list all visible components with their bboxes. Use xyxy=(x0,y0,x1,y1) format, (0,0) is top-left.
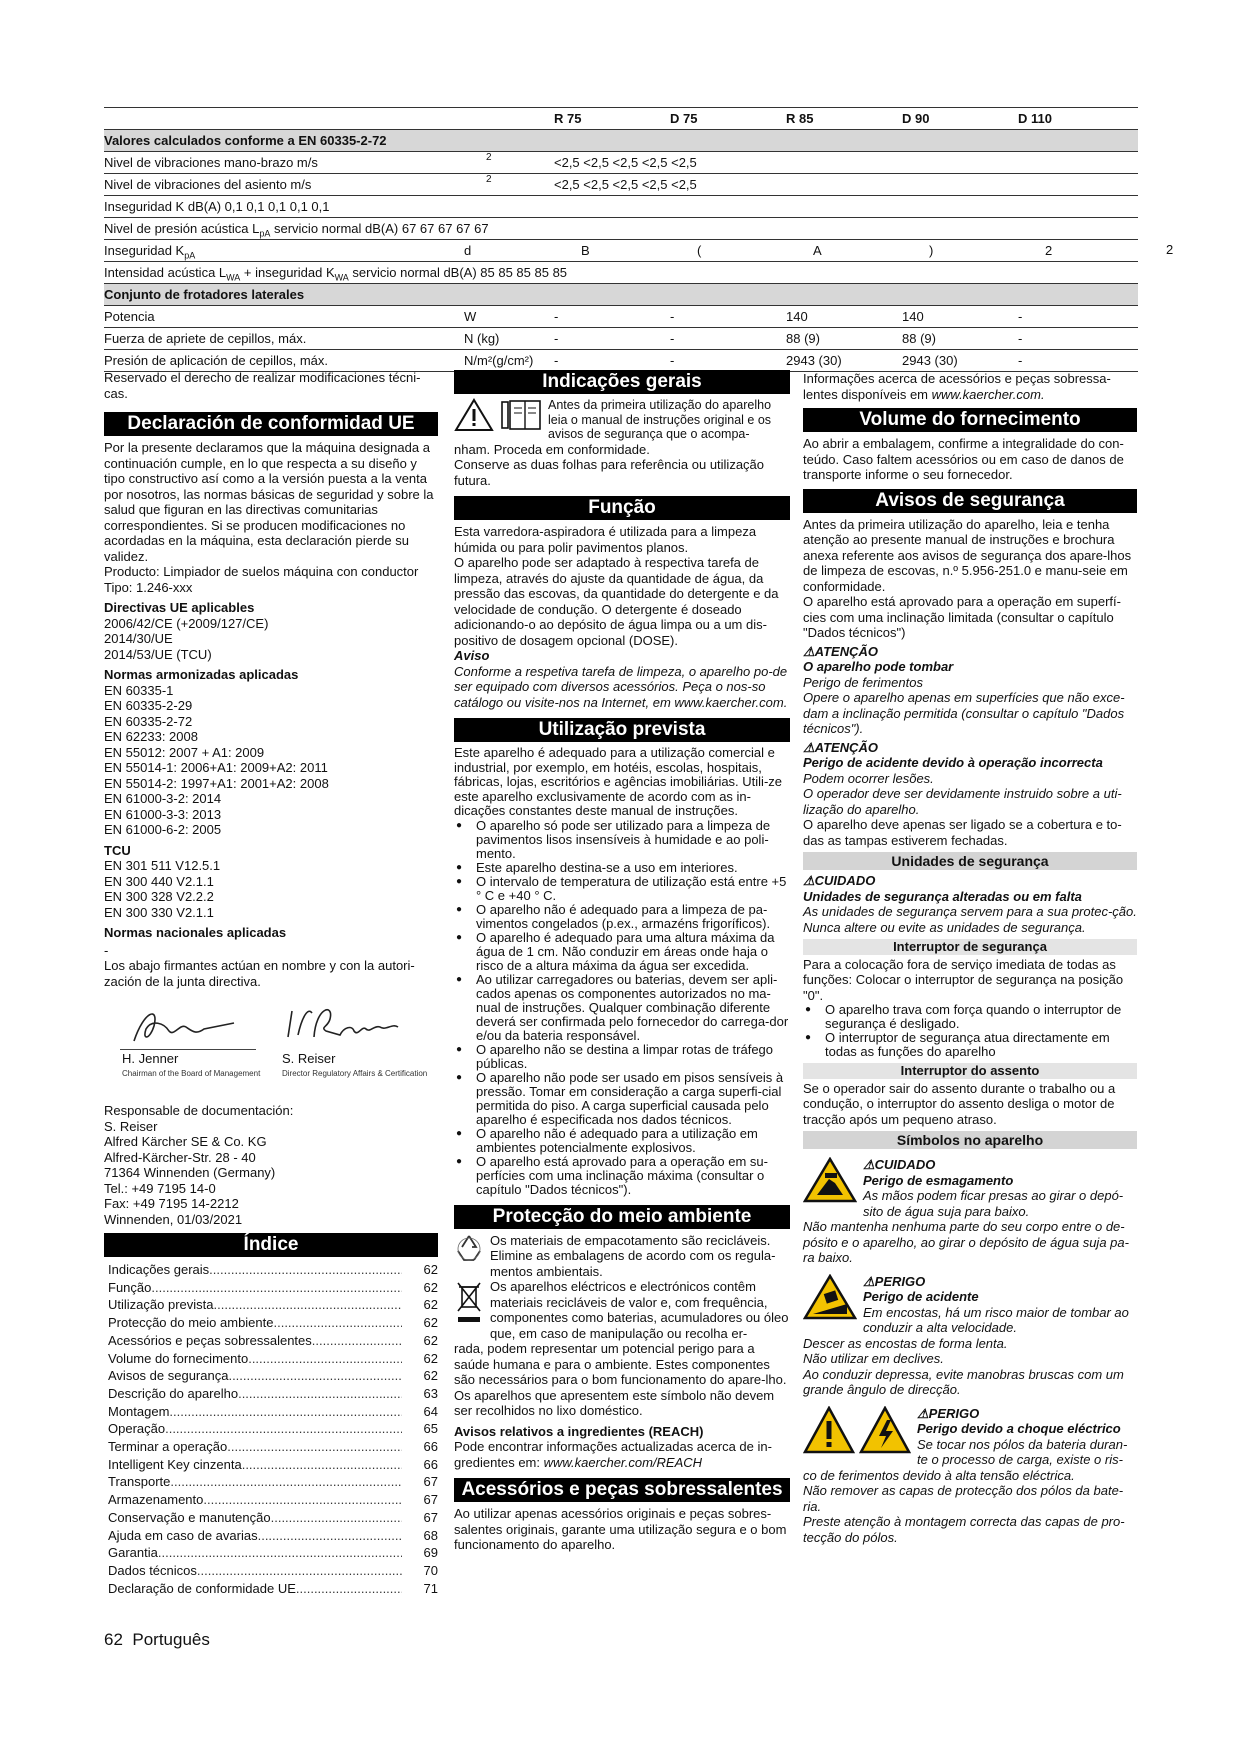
toc-entry[interactable]: Descrição do aparelho ..... 63 xyxy=(108,1385,438,1403)
decl-title: Declaración de conformidad UE xyxy=(104,412,438,436)
toc-entry[interactable]: Indicações gerais ..... 62 xyxy=(108,1261,438,1279)
toc-entry[interactable]: Ajuda em caso de avarias ..... 68 xyxy=(108,1527,438,1545)
signers-text: Los abajo firmantes actúan en nombre y con la autori-zación de la junta directiva. xyxy=(104,958,415,989)
info-text: Informações acerca de acessórios e peças sobressa-lentes disponíveis em www.kaercher.com. xyxy=(803,371,1111,402)
info-link[interactable]: www.kaercher.com. xyxy=(931,386,1045,402)
tipping-hazard-icon xyxy=(803,1274,857,1320)
list-item: ● O intervalo de temperatura de utilização está entre +5 ° C e +40 ° C. xyxy=(454,875,790,903)
list-item: ● O aparelho está aprovado para a operação em su-perfícies com uma inclinação máxima (consultar o capítulo "Dados técnicos"). xyxy=(454,1155,790,1197)
s3-text2: co de ferimentos devido à alta tensão eléctrica. xyxy=(803,1467,1075,1483)
util-list xyxy=(454,819,790,1197)
toc-entry[interactable]: Protecção do meio ambiente ..... 62 xyxy=(108,1314,438,1332)
s2-text4: Ao conduzir depressa, evite manobras bruscas com um grande ângulo de direcção. xyxy=(803,1366,1124,1397)
crush-hazard-icon xyxy=(803,1157,857,1203)
list-item: ● O aparelho não pode ser usado em pisos sensíveis à pressão. Tomar em consideração a carga superfi-cial permitida do piso. A carga superficial causada pelo aparelho é especificada nos dados técnicos. xyxy=(454,1071,790,1127)
footer-language: Português xyxy=(132,1630,210,1649)
toc-entry[interactable]: Acessórios e peças sobressalentes ..... 62 xyxy=(108,1332,438,1350)
toc-entry[interactable]: Transporte ..... 67 xyxy=(108,1473,438,1491)
column-middle xyxy=(454,370,790,1553)
col-r75: R 75 xyxy=(554,111,582,126)
doc-line: Fax: +49 7195 14-2212 xyxy=(104,1196,239,1211)
norm-item: EN 55012: 2007 + A1: 2009 xyxy=(104,744,265,760)
spec-row: Inseguridad K dB(A) 0,1 0,1 0,1 0,1 0,1 xyxy=(104,196,1138,218)
toc-entry[interactable]: Dados técnicos ..... 70 xyxy=(108,1562,438,1580)
s2-text2: Descer as encostas de forma lenta. xyxy=(803,1335,1008,1351)
env-text3: rada, podem representar um potencial perigo para a saúde humana e para o ambiente. Estes componentes são necessários para o bom funcionamento do apare-lho. Os aparelhos que apresentem este símbolo não devem ser recolhidos no lixo doméstico. xyxy=(454,1341,787,1418)
gen-text1: Antes da primeira utilização do aparelho leia o manual de instruções original e os avisos de segurança que o acompa- xyxy=(548,398,772,441)
spec-row: Presión de aplicación de cepillos, máx. N/m²(g/cm²) - - 2943 (30) 2943 (30) - xyxy=(104,350,1138,372)
reach-text: Pode encontrar informações actualizadas acerca de in-gredientes em: www.kaercher.com/REACH xyxy=(454,1439,772,1470)
tcu-item: EN 301 511 V12.5.1 xyxy=(104,858,221,873)
toc-entry[interactable]: Garantia ..... 69 xyxy=(108,1544,438,1562)
env-title: Protecção do meio ambiente xyxy=(454,1205,790,1229)
list-item: ● O aparelho não é adequado para a limpeza de pa-vimentos congelados (p.ex., armazéns frigoríficos). xyxy=(454,903,790,931)
doc-line: 71364 Winnenden (Germany) xyxy=(104,1165,276,1180)
att2-text2: O aparelho deve apenas ser ligado se a cobertura e to-das as tampas estiverem fechadas. xyxy=(803,817,1122,848)
directives-title: Directivas UE aplicables xyxy=(104,600,255,615)
signature-reiser xyxy=(282,997,422,1045)
toc-entry[interactable]: Função ..... 62 xyxy=(108,1279,438,1297)
sec-title: Avisos de segurança xyxy=(803,489,1137,513)
vol-text: Ao abrir a embalagem, confirme a integralidade do con-teúdo. Caso faltem acessórios ou em caso de danos de transporte informe o seu fornecedor. xyxy=(803,436,1124,482)
func-text2: O aparelho pode ser adaptado à respectiva tarefa de limpeza, através do ajuste da quantidade de água, da pressão das escovas, da quantidade do detergente e da velocidade de condução. O detergente é doseado adicionando-o ao depósito de água limpa ou a um dis-positivo de dosagem opcional (DOSE). xyxy=(454,555,779,648)
switch-list xyxy=(803,1003,1137,1059)
s1-text2: Não mantenha nenhuma parte do seu corpo entre o de-pósito e o aparelho, ao girar o depósito de água suja pa-ra baixo. xyxy=(803,1219,1129,1265)
list-item: ● O aparelho não se destina a limpar rotas de tráfego públicas. xyxy=(454,1043,790,1071)
spec-row: Inseguridad $K_{pA}$ d B ( A ) 2 xyxy=(104,240,1138,262)
vol-title: Volume do fornecimento xyxy=(803,408,1137,432)
gen-title: Indicações gerais xyxy=(454,370,790,394)
page-number: 62 xyxy=(104,1630,123,1649)
stray-digit: 2 xyxy=(1166,242,1174,257)
gen-block xyxy=(454,398,790,442)
gen-text3: Conserve as duas folhas para referência ou utilização futura. xyxy=(454,457,765,488)
sig2-role: Director Regulatory Affairs & Certification xyxy=(282,1069,428,1078)
reach-link[interactable]: www.kaercher.com/REACH xyxy=(543,1454,703,1470)
norm-item: EN 60335-1 xyxy=(104,682,174,698)
att2-sub: Podem ocorrer lesões. xyxy=(803,770,934,786)
list-item: ● O interruptor de segurança atua directamente em todas as funções do aparelho xyxy=(803,1031,1137,1059)
func-title: Função xyxy=(454,496,790,520)
switch-title: Interruptor de segurança xyxy=(803,939,1137,955)
s3-text4: Preste atenção à montagem correcta das capas de pro-tecção do pólos. xyxy=(803,1514,1125,1545)
doc-line: Responsable de documentación: xyxy=(104,1103,294,1118)
directive-item: 2014/30/UE xyxy=(104,631,173,646)
column-left xyxy=(104,370,438,1597)
spec-row: Nivel de vibraciones del asiento m/s 2 <2,5 <2,5 <2,5 <2,5 <2,5 xyxy=(104,174,1138,196)
spec-row: Fuerza de apriete de cepillos, máx. N (kg) - - 88 (9) 88 (9) - xyxy=(104,328,1138,350)
sec-text: Antes da primeira utilização do aparelho, leia e tenha atenção ao presente manual de instruções e brochura anexa referente aos avisos de segurança dos apare-lhos de limpeza de escovas, n.º 5.956-251.0 e manu-seie em conformidade. xyxy=(803,516,1132,594)
norm-item: EN 60335-2-29 xyxy=(104,698,193,713)
reach-title: Avisos relativos a ingredientes (REACH) xyxy=(454,1423,704,1439)
warning-triangle-icon xyxy=(454,398,494,432)
list-item: ● Este aparelho destina-se a uso em interiores. xyxy=(454,861,790,875)
doc-line: Winnenden, 01/03/2021 xyxy=(104,1211,243,1227)
list-item: ● O aparelho não é adequado para a utilização em ambientes potencialmente explosivos. xyxy=(454,1127,790,1155)
symbol-electric: ⚠PERIGO Perigo devido a choque eléctrico Se tocar nos pólos da bateria duran-te o processo de carga, existe o ris- xyxy=(803,1406,1137,1468)
toc-entry[interactable]: Volume do fornecimento ..... 62 xyxy=(108,1350,438,1368)
switch-text: Para a colocação fora de serviço imediata de todas as funções: Colocar o interruptor de segurança na posição "0". xyxy=(803,956,1124,1003)
gen-text2: nham. Proceda em conformidade. xyxy=(454,441,650,457)
units-title: Unidades de segurança xyxy=(803,852,1137,870)
func-text: Esta varredora-aspiradora é utilizada para a limpeza húmida ou para polir pavimentos planos. xyxy=(454,524,757,555)
toc-entry[interactable]: Operação ..... 65 xyxy=(108,1420,438,1438)
tcu-item: EN 300 330 V2.1.1 xyxy=(104,904,214,920)
signature-jenner xyxy=(114,1001,244,1047)
spec-row: Potencia W - - 140 140 - xyxy=(104,306,1138,328)
caut-text2: Nunca altere ou evite as unidades de segurança. xyxy=(803,919,1086,935)
norm-item: EN 62233: 2008 xyxy=(104,729,198,744)
toc-entry[interactable]: Montagem ..... 64 xyxy=(108,1403,438,1421)
spec-header-row xyxy=(104,107,1138,130)
sig1-name: H. Jenner xyxy=(122,1051,179,1066)
norms-title: Normas armonizadas aplicadas xyxy=(104,667,299,682)
directive-item: 2006/42/CE (+2009/127/CE) xyxy=(104,615,269,631)
sec-text2: O aparelho está aprovado para a operação em superfí-cies com uma inclinação limitada (consultar o capítulo "Dados técnicos") xyxy=(803,594,1121,640)
symbol-tipping: ⚠PERIGO Perigo de acidente Em encostas, há um risco maior de tombar ao conduzir a alta velocidade. xyxy=(803,1274,1137,1336)
spec-row: Nivel de presión acústica $L_{pA}$ servicio normal dB(A) 67 67 67 67 67 xyxy=(104,218,1138,240)
tcu-item: EN 300 328 V2.2.2 xyxy=(104,889,214,904)
norm-item: EN 61000-6-2: 2005 xyxy=(104,822,222,837)
att1-title: O aparelho pode tombar xyxy=(803,659,954,674)
att2-text: O operador deve ser devidamente instruido sobre a uti-lização do aparelho. xyxy=(803,786,1122,817)
env-block1 xyxy=(454,1233,790,1280)
list-item: ● O aparelho trava com força quando o interruptor de segurança é desligado. xyxy=(803,1003,1137,1031)
att2-title: Perigo de acidente devido à operação incorrecta xyxy=(803,755,1103,770)
spec-section: Valores calculados conforme a EN 60335-2-72 xyxy=(104,130,1138,152)
seat-text: Se o operador sair do assento durante o trabalho ou a condução, o interruptor do assento desliga o motor de tracção após um pequeno atraso. xyxy=(803,1080,1116,1127)
norm-item: EN 55014-1: 2006+A1: 2009+A2: 2011 xyxy=(104,760,328,775)
national-title: Normas nacionales aplicadas xyxy=(104,925,287,940)
env-text2: Os aparelhos eléctricos e electrónicos contêm materiais recicláveis de valor e, com frequência, componentes como baterias, acumuladores ou óleo que, em caso de manipulação ou recolha er- xyxy=(490,1279,789,1341)
env-text1: Os materiais de empacotamento são recicláveis. Elimine as embalagens de acordo com os regula-mentos ambientais. xyxy=(490,1232,776,1279)
col-d90: D 90 xyxy=(902,111,930,126)
col-d110: D 110 xyxy=(1018,111,1052,126)
product-line: Producto: Limpiador de suelos máquina con conductor xyxy=(104,564,419,579)
directive-item: 2014/53/UE (TCU) xyxy=(104,646,212,662)
env-block2 xyxy=(454,1279,790,1341)
toc-entry[interactable]: Conservação e manutenção ..... 67 xyxy=(108,1509,438,1527)
column-right xyxy=(803,371,1137,1545)
list-item: ● O aparelho é adequado para uma altura máxima da água de 1 cm. Não conduzir em áreas onde haja o risco de a altura máxima da água ser excedida. xyxy=(454,931,790,973)
att1-sub: Perigo de ferimentos xyxy=(803,674,923,690)
caut-label: ⚠CUIDADO xyxy=(803,873,876,888)
symbol-crush: ⚠CUIDADO Perigo de esmagamento As mãos podem ficar presas ao girar o depó-sito de água suja para baixo. xyxy=(803,1157,1137,1219)
type-line: Tipo: 1.246-xxx xyxy=(104,579,193,595)
norm-item: EN 55014-2: 1997+A1: 2001+A2: 2008 xyxy=(104,775,329,791)
att1-text: Opere o aparelho apenas em superfícies que não exce-dam a inclinação permitida (consultar o capítulo "Dados técnicos"). xyxy=(803,690,1125,736)
table-of-contents xyxy=(108,1261,438,1597)
norm-item: EN 60335-2-72 xyxy=(104,713,193,729)
col-r85: R 85 xyxy=(786,111,814,126)
recycle-icon xyxy=(454,1233,484,1263)
electric-shock-icons xyxy=(803,1406,911,1456)
caut-title: Unidades de segurança alteradas ou em falta xyxy=(803,888,1082,904)
spec-table xyxy=(104,107,1138,372)
doc-line: Tel.: +49 7195 14-0 xyxy=(104,1180,216,1196)
page-footer xyxy=(104,1632,210,1648)
acc-title: Acessórios e peças sobressalentes xyxy=(454,1478,790,1502)
national-value: - xyxy=(104,942,109,958)
doc-line: S. Reiser xyxy=(104,1118,158,1134)
signatures xyxy=(104,995,438,1099)
sig1-role: Chairman of the Board of Management xyxy=(122,1069,261,1078)
manual-book-icon xyxy=(500,398,542,432)
toc-entry[interactable]: Avisos de segurança ..... 62 xyxy=(108,1367,438,1385)
index-title: Índice xyxy=(104,1233,438,1257)
toc-entry[interactable]: Terminar a operação ..... 66 xyxy=(108,1438,438,1456)
decl-text: Por la presente declaramos que la máquina designada a continuación cumple, en lo que respecta a su diseño y tipo constructivo así como a la versión puesta a la venta por nosotros, las normas básicas de seguridad y sobre la salud que figuran en las directivas comunitarias correspondientes. Si se producen modificaciones no acordadas en la máquina, esta declaración pierde su validez. xyxy=(104,440,434,564)
caut-text: As unidades de segurança servem para a sua protec-ção. xyxy=(803,904,1137,919)
aviso-title: Aviso xyxy=(454,648,490,663)
doc-line: Alfred-Kärcher-Str. 28 - 40 xyxy=(104,1149,256,1165)
norm-item: EN 61000-3-3: 2013 xyxy=(104,806,222,822)
norm-item: EN 61000-3-2: 2014 xyxy=(104,791,222,806)
doc-line: Alfred Kärcher SE & Co. KG xyxy=(104,1134,267,1149)
col-d75: D 75 xyxy=(670,111,698,126)
seat-title: Interruptor do assento xyxy=(803,1063,1137,1079)
att1-label: ⚠ATENÇÃO xyxy=(803,643,878,659)
list-item: ● Ao utilizar carregadores ou baterias, devem ser apli-cados apenas os componentes autorizados no ma-nual de instruções. Qualquer combinação diferente deverá ser confirmada pelo fornecedor do carrega-dor e/ou da bateria responsável. xyxy=(454,973,790,1043)
list-item: ● O aparelho só pode ser utilizado para a limpeza de pavimentos lisos insensíveis à humidade e ao poli-mento. xyxy=(454,819,790,861)
s3-text3: Não remover as capas de protecção dos pólos da bate-ria. xyxy=(803,1483,1124,1514)
toc-entry[interactable]: Intelligent Key cinzenta ..... 66 xyxy=(108,1456,438,1474)
att2-label: ⚠ATENÇÃO xyxy=(803,739,878,755)
spec-row: Nivel de vibraciones mano-brazo m/s 2 <2,5 <2,5 <2,5 <2,5 <2,5 xyxy=(104,152,1138,174)
symb-title: Símbolos no aparelho xyxy=(803,1131,1137,1149)
acc-text: Ao utilizar apenas acessórios originais e peças sobres-salentes originais, garante uma utilização segura e o bom funcionamento do aparelho. xyxy=(454,1506,787,1552)
spec-section: Conjunto de frotadores laterales xyxy=(104,284,1138,306)
tcu-item: EN 300 440 V2.1.1 xyxy=(104,873,214,889)
toc-entry[interactable]: Armazenamento ..... 67 xyxy=(108,1491,438,1509)
toc-entry[interactable]: Declaração de conformidade UE ..... 71 xyxy=(108,1580,438,1598)
sig2-name: S. Reiser xyxy=(282,1051,336,1066)
tcu-title: TCU xyxy=(104,842,131,858)
s2-text3: Não utilizar em declives. xyxy=(803,1351,944,1366)
crossed-bin-icon xyxy=(454,1279,484,1329)
util-title: Utilização prevista xyxy=(454,718,790,742)
spec-row: Intensidad acústica $L_{WA}$ + inseguridad $K_{WA}$ servicio normal dB(A) 85 85 85 85 85 xyxy=(104,262,1138,284)
aviso-text: Conforme a respetiva tarefa de limpeza, o aparelho po-de ser equipado com diversos acessórios. Peça o nos-so catálogo ou visite-nos na Internet, em www.kaercher.com. xyxy=(454,663,788,710)
util-text: Este aparelho é adequado para a utilização comercial e industrial, por exemplo, em hotéis, escolas, hospitais, fábricas, lojas, escritórios e agências imobiliárias. Utili-ze este aparelho exclusivamente de acordo com as in-dicações constantes deste manual de instruções. xyxy=(454,745,783,818)
reserved-note: Reservado el derecho de realizar modificaciones técni-cas. xyxy=(104,370,421,401)
toc-entry[interactable]: Utilização prevista ..... 62 xyxy=(108,1296,438,1314)
